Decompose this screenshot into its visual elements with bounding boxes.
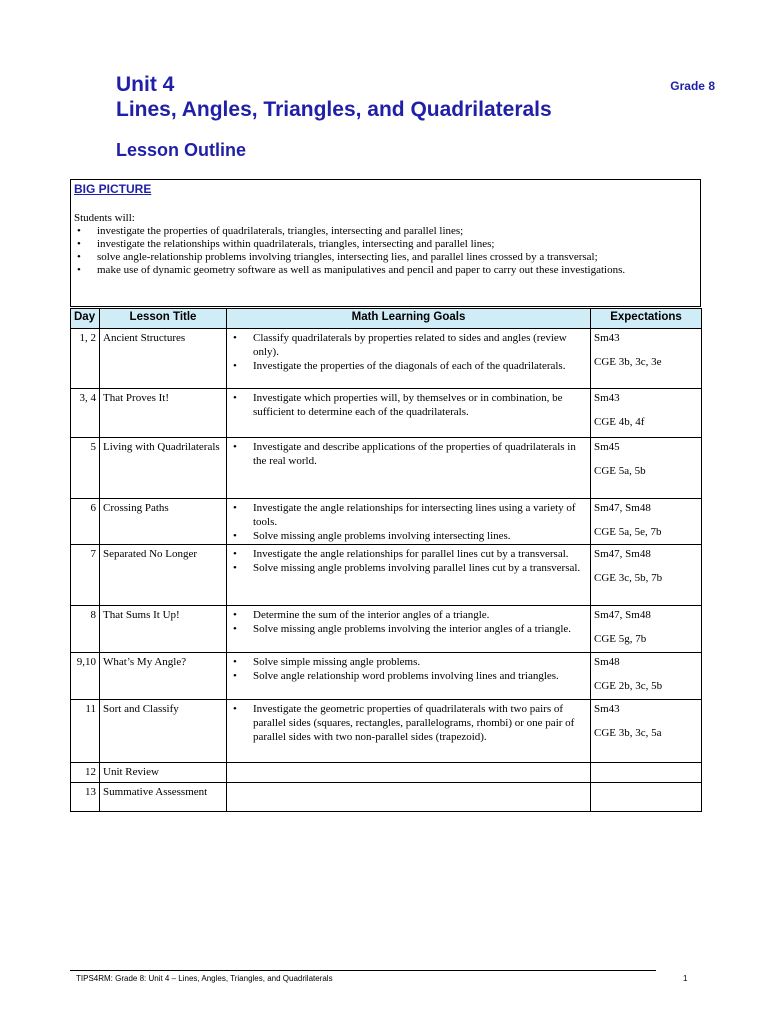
learning-goal: • Investigate and describe applications of the properties of quadrilaterals in the real world. xyxy=(230,440,587,468)
big-picture-item: • investigate the relationships within quadrilaterals, triangles, intersecting and parallel lines; xyxy=(74,238,697,251)
learning-goals-list xyxy=(230,702,587,744)
big-picture-box xyxy=(70,179,701,307)
expectation-spacer xyxy=(594,561,698,571)
table-header-row xyxy=(71,309,702,329)
learning-goal: • Determine the sum of the interior angles of a triangle. xyxy=(230,608,587,622)
table-row xyxy=(71,329,702,389)
learning-goals-cell xyxy=(227,783,591,812)
learning-goal: • Classify quadrilaterals by properties related to sides and angles (review only). xyxy=(230,331,587,359)
table-row xyxy=(71,700,702,763)
lesson-title-cell: What’s My Angle? xyxy=(100,653,227,700)
expectations-cell xyxy=(591,389,702,438)
lesson-title-cell: Crossing Paths xyxy=(100,499,227,545)
learning-goal: • Investigate the properties of the diagonals of each of the quadrilaterals. xyxy=(230,359,587,373)
learning-goals-list xyxy=(230,440,587,468)
big-picture-heading: BIG PICTURE xyxy=(74,182,152,196)
header-math-learning-goals: Math Learning Goals xyxy=(227,309,591,329)
lesson-outline-table xyxy=(70,308,702,812)
expectations-cell xyxy=(591,545,702,606)
learning-goals-cell xyxy=(227,700,591,763)
lesson-title-cell: That Proves It! xyxy=(100,389,227,438)
day-cell: 9,10 xyxy=(71,653,100,700)
learning-goals-cell xyxy=(227,545,591,606)
table-row xyxy=(71,389,702,438)
expectations-cell xyxy=(591,763,702,783)
day-cell: 8 xyxy=(71,606,100,653)
learning-goals-cell xyxy=(227,763,591,783)
lesson-title-cell: That Sums It Up! xyxy=(100,606,227,653)
learning-goals-list xyxy=(230,501,587,543)
page-number: 1 xyxy=(683,974,688,983)
expectation-code: Sm47, Sm48 xyxy=(594,502,651,514)
expectations-cell xyxy=(591,700,702,763)
expectation-code: CGE 2b, 3c, 5b xyxy=(594,680,663,692)
expectation-spacer xyxy=(594,345,698,355)
day-cell: 3, 4 xyxy=(71,389,100,438)
expectation-code: Sm43 xyxy=(594,703,620,715)
big-picture-item: • make use of dynamic geometry software as well as manipulatives and pencil and paper to carry out these investigations. xyxy=(74,264,697,277)
table-row xyxy=(71,438,702,499)
table-row xyxy=(71,763,702,783)
lesson-title-cell: Summative Assessment xyxy=(100,783,227,812)
expectation-code: Sm48 xyxy=(594,656,620,668)
expectations-cell xyxy=(591,653,702,700)
table-body xyxy=(71,329,702,812)
expectation-code: Sm43 xyxy=(594,332,620,344)
footer-text: TIPS4RM: Grade 8: Unit 4 – Lines, Angles, Triangles, and Quadrilaterals xyxy=(76,974,333,983)
learning-goals-list xyxy=(230,331,587,373)
learning-goal: • Solve simple missing angle problems. xyxy=(230,655,587,669)
learning-goals-cell xyxy=(227,653,591,700)
learning-goals-cell xyxy=(227,499,591,545)
lesson-title-cell: Separated No Longer xyxy=(100,545,227,606)
unit-title: Unit 4 xyxy=(116,73,175,96)
header-expectations: Expectations xyxy=(591,309,702,329)
day-cell: 12 xyxy=(71,763,100,783)
expectation-spacer xyxy=(594,405,698,415)
expectation-code: CGE 3c, 5b, 7b xyxy=(594,572,663,584)
expectation-code: CGE 5a, 5b xyxy=(594,465,646,477)
lesson-title-cell: Ancient Structures xyxy=(100,329,227,389)
table-row xyxy=(71,545,702,606)
learning-goal: • Solve missing angle problems involving intersecting lines. xyxy=(230,529,587,543)
learning-goal: • Solve missing angle problems involving parallel lines cut by a transversal. xyxy=(230,561,587,575)
learning-goals-cell xyxy=(227,438,591,499)
expectation-code: Sm47, Sm48 xyxy=(594,609,651,621)
footer-divider xyxy=(70,970,656,971)
expectation-code: CGE 3b, 3c, 3e xyxy=(594,356,662,368)
big-picture-item: • solve angle-relationship problems involving triangles, intersecting lies, and parallel lines crossed by a transversal; xyxy=(74,251,697,264)
grade-label: Grade 8 xyxy=(670,79,715,93)
day-cell: 1, 2 xyxy=(71,329,100,389)
learning-goal: • Solve angle relationship word problems involving lines and triangles. xyxy=(230,669,587,683)
expectation-spacer xyxy=(594,454,698,464)
expectation-code: CGE 4b, 4f xyxy=(594,416,645,428)
learning-goals-list xyxy=(230,608,587,636)
expectation-code: Sm43 xyxy=(594,392,620,404)
lesson-title-cell: Sort and Classify xyxy=(100,700,227,763)
expectations-cell xyxy=(591,438,702,499)
learning-goals-cell xyxy=(227,606,591,653)
header-day: Day xyxy=(71,309,100,329)
table-row xyxy=(71,499,702,545)
table-row xyxy=(71,606,702,653)
expectation-spacer xyxy=(594,622,698,632)
learning-goal: • Solve missing angle problems involving the interior angles of a triangle. xyxy=(230,622,587,636)
learning-goals-list xyxy=(230,547,587,575)
day-cell: 6 xyxy=(71,499,100,545)
learning-goals-list xyxy=(230,655,587,683)
expectations-cell xyxy=(591,329,702,389)
expectation-code: CGE 5g, 7b xyxy=(594,633,647,645)
expectations-cell xyxy=(591,499,702,545)
header-lesson-title: Lesson Title xyxy=(100,309,227,329)
expectation-spacer xyxy=(594,716,698,726)
table-row xyxy=(71,653,702,700)
big-picture-list xyxy=(74,225,697,277)
big-picture-item: • investigate the properties of quadrilaterals, triangles, intersecting and parallel lines; xyxy=(74,225,697,238)
expectations-cell xyxy=(591,606,702,653)
expectations-cell xyxy=(591,783,702,812)
learning-goals-cell xyxy=(227,389,591,438)
big-picture-intro: Students will: xyxy=(74,212,135,224)
day-cell: 11 xyxy=(71,700,100,763)
learning-goals-list xyxy=(230,391,587,419)
expectation-code: CGE 3b, 3c, 5a xyxy=(594,727,662,739)
table-row xyxy=(71,783,702,812)
section-title: Lesson Outline xyxy=(116,140,247,160)
expectation-code: Sm47, Sm48 xyxy=(594,548,651,560)
learning-goal: • Investigate which properties will, by themselves or in combination, be sufficient to determine each of the quadrilaterals. xyxy=(230,391,587,419)
expectation-code: Sm45 xyxy=(594,441,620,453)
learning-goal: • Investigate the angle relationships for intersecting lines using a variety of tools. xyxy=(230,501,587,529)
expectation-spacer xyxy=(594,515,698,525)
expectation-code: CGE 5a, 5e, 7b xyxy=(594,526,662,538)
day-cell: 7 xyxy=(71,545,100,606)
learning-goals-cell xyxy=(227,329,591,389)
day-cell: 5 xyxy=(71,438,100,499)
expectation-spacer xyxy=(594,669,698,679)
learning-goal: • Investigate the geometric properties of quadrilaterals with two pairs of parallel sides (squares, rectangles, parallelograms, rhombi) or one pair of parallel sides with two non-parallel sides (trapezoid). xyxy=(230,702,587,744)
lesson-title-cell: Living with Quadrilaterals xyxy=(100,438,227,499)
unit-subtitle: Lines, Angles, Triangles, and Quadrilaterals xyxy=(116,98,552,121)
lesson-title-cell: Unit Review xyxy=(100,763,227,783)
learning-goal: • Investigate the angle relationships for parallel lines cut by a transversal. xyxy=(230,547,587,561)
day-cell: 13 xyxy=(71,783,100,812)
